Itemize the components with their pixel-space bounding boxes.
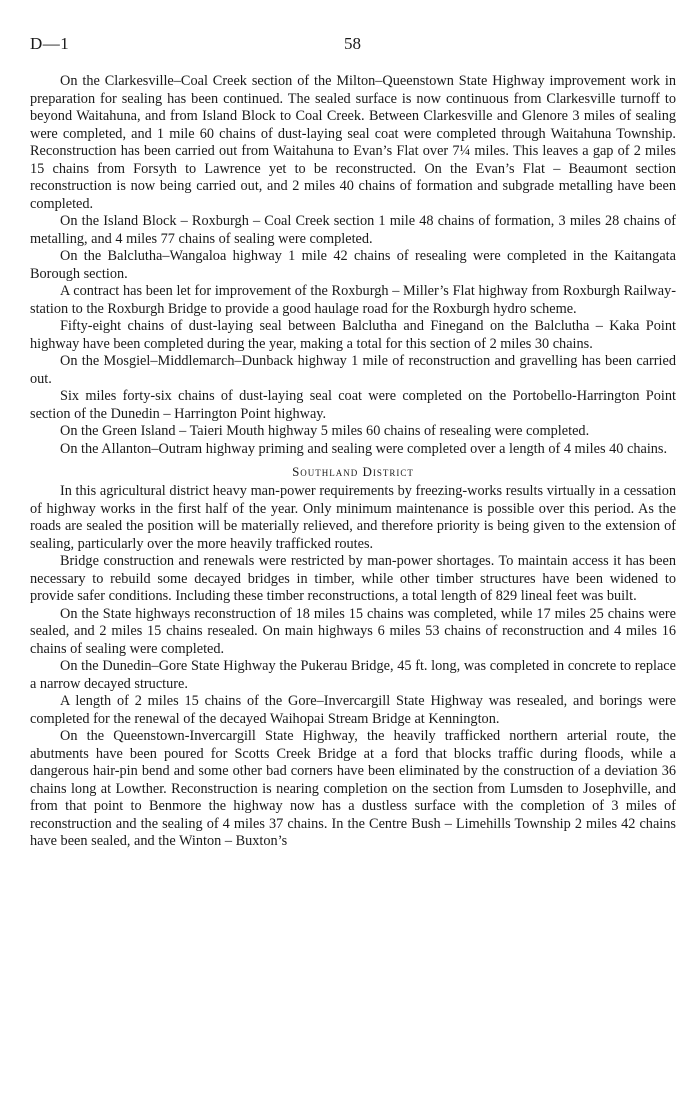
- paragraph: On the Green Island – Taieri Mouth highway 5 miles 60 chains of resealing were completed.: [60, 423, 590, 439]
- paragraph: On the Dunedin–Gore State Highway the Pukerau Bridge, 45 ft. long, was completed in concrete to replace a narrow decayed structure.: [30, 658, 676, 692]
- page-reference: D—1: [30, 34, 70, 53]
- paragraph: A length of 2 miles 15 chains of the Gore–Invercargill State Highway was resealed, and borings were completed for the renewal of the decayed Waihopai Stream Bridge at Kennington.: [30, 693, 676, 727]
- page-number: 58: [344, 34, 361, 53]
- section-heading: Southland District: [292, 464, 414, 479]
- paragraph: On the Island Block – Roxburgh – Coal Creek section 1 mile 48 chains of formation, 3 miles 28 chains of metalling, and 4 miles 77 chains of sealing were completed.: [30, 213, 676, 247]
- body-text: [30, 73, 676, 851]
- page-header: [30, 34, 676, 54]
- paragraph: Fifty-eight chains of dust-laying seal between Balclutha and Finegand on the Balclutha – Kaka Point highway have been completed during the year, making a total for this section of 2 miles 30 chains.: [30, 318, 676, 352]
- paragraph: Bridge construction and renewals were restricted by man-power shortages. To maintain access it has been necessary to rebuild some decayed bridges in timber, while other timber structures have been widened to provide safer conditions. Including these timber reconstructions, a total length of 829 lineal feet was built.: [30, 553, 676, 604]
- paragraph: On the Queenstown-Invercargill State Highway, the heavily trafficked northern arterial route, the abutments have been poured for Scotts Creek Bridge at a ford that blocks traffic during floods, while a dangerous hair-pin bend and some other bad corners have been eliminated by the construction of a deviation 36 chains long at Lowther. Reconstruction is nearing completion on the section from Lumsden to Josephville, and from that point to Benmore the highway now has a dustless surface with the completion of 3 miles of reconstruction and the sealing of 4 miles 37 chains. In the Centre Bush – Limehills Township 2 miles 42 chains have been sealed, and the Winton – Buxton’s: [30, 728, 676, 849]
- paragraph: On the Mosgiel–Middlemarch–Dunback highway 1 mile of reconstruction and gravelling has been carried out.: [30, 353, 676, 387]
- paragraph: On the Balclutha–Wangaloa highway 1 mile 42 chains of resealing were completed in the Kaitangata Borough section.: [30, 248, 676, 282]
- paragraph: On the Allanton–Outram highway priming and sealing were completed over a length of 4 miles 40 chains.: [60, 440, 668, 457]
- paragraph: In this agricultural district heavy man-power requirements by freezing-works results virtually in a cessation of highway works in the first half of the year. Only minimum maintenance is possible over this period. As the roads are sealed the position will be materially relieved, and therefore priority is being given to the extension of sealing, particularly over the more heavily trafficked routes.: [30, 483, 676, 552]
- paragraph: On the State highways reconstruction of 18 miles 15 chains was completed, while 17 miles 25 chains were sealed, and 2 miles 15 chains resealed. On main highways 6 miles 53 chains of reconstruction and 4 miles 16 chains of sealing were completed.: [30, 605, 676, 657]
- paragraph: A contract has been let for improvement of the Roxburgh – Miller’s Flat highway from Roxburgh Railway-station to the Roxburgh Bridge to provide a good haulage road for the Roxburgh hydro scheme.: [30, 283, 676, 317]
- paragraph: Six miles forty-six chains of dust-laying seal coat were completed on the Portobello-Harrington Point section of the Dunedin – Harrington Point highway.: [30, 388, 676, 422]
- paragraph: On the Clarkesville–Coal Creek section of the Milton–Queenstown State Highway improvement work in preparation for sealing has been continued. The sealed surface is now continuous from Clarkesville turnoff to beyond Waitahuna, and from Island Block to Coal Creek. Between Clarkesville and Glenore 3 miles of sealing were completed, and 1 mile 60 chains of dust-laying seal coat were completed through Waitahuna Township. Reconstruction has been carried out from Waitahuna to Evan’s Flat over 7¼ miles. This leaves a gap of 2 miles 15 chains from Forsyth to Lawrence yet to be reconstructed. On the Evan’s Flat – Beaumont section reconstruction is now being carried out, and 2 miles 40 chains of formation and subgrade metalling have been completed.: [30, 73, 676, 212]
